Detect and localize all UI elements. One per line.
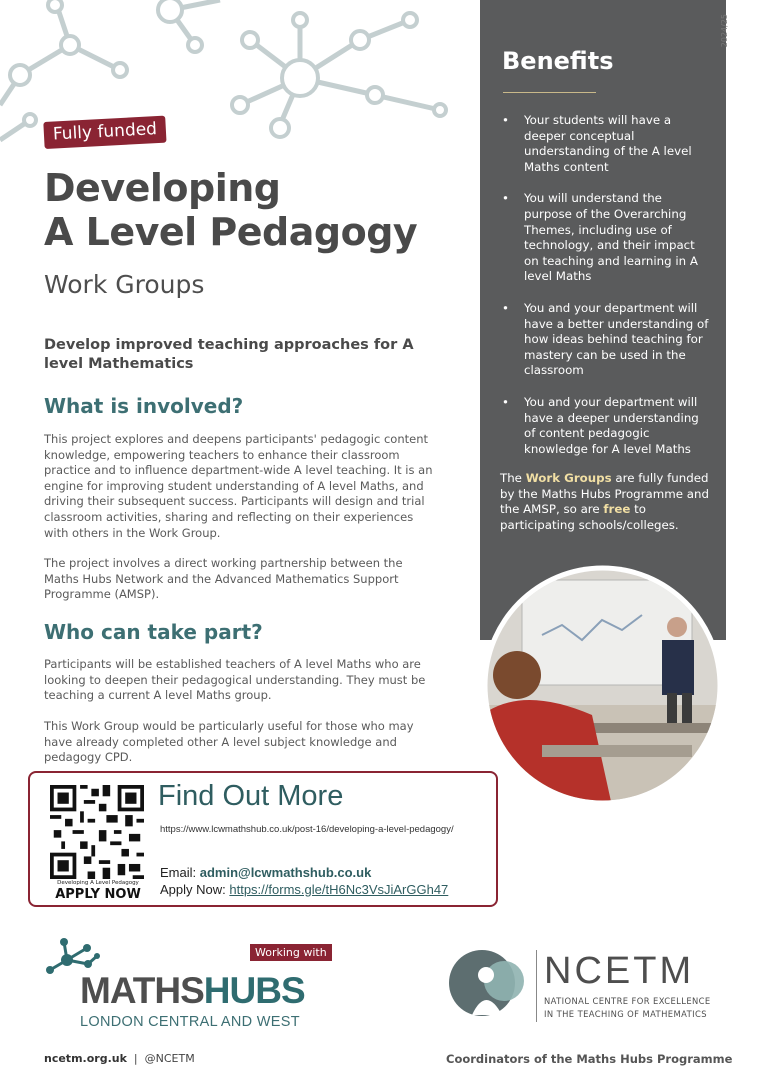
maths-hubs-logo-text: MATHSHUBS	[80, 970, 305, 1011]
ncetm-wordmark: NCETM	[544, 950, 695, 992]
benefit-item: • You and your department will have a better understanding of how ideas behind teaching for mastery can be used in the classroom	[500, 301, 710, 379]
page-subtitle: Work Groups	[44, 270, 205, 299]
involved-paragraph-1: This project explores and deepens participants' pedagogic content knowledge, empowering teachers to enhance their classroom practice and to influence department-wide A level teaching. It is an engine for improving student understanding of A level Maths, and driving their subsequent success. Participants will design and trial classroom activities, sharing and reflecting on their experiences with others in the Work Group.	[44, 432, 433, 540]
site-link[interactable]: ncetm.org.uk	[44, 1052, 127, 1065]
twitter-handle[interactable]: @NCETM	[144, 1052, 195, 1065]
info-url-link[interactable]: https://www.lcwmathshub.co.uk/post-16/developing-a-level-pedagogy/	[160, 824, 454, 835]
benefit-item: • Your students will have a deeper conceptual understanding of the A level Maths content	[500, 113, 710, 175]
ncetm-subtitle: NATIONAL CENTRE FOR EXCELLENCE IN THE TEACHING OF MATHEMATICS	[544, 996, 711, 1019]
apply-link[interactable]: https://forms.gle/tH6Nc3VsJiArGGh47	[229, 882, 449, 897]
who-paragraph-1: Participants will be established teachers of A level Maths who are looking to deepen their pedagogical understanding. They must be teaching a current A level Maths group.	[44, 657, 426, 703]
benefits-title: Benefits	[502, 47, 614, 75]
apply-line: Apply Now: https://forms.gle/tH6Nc3VsJiArGGh47	[160, 882, 449, 897]
email-link[interactable]: admin@lcwmathshub.co.uk	[199, 865, 372, 880]
benefits-list	[500, 113, 710, 473]
benefit-item: • You and your department will have a deeper understanding of content pedagogic knowledge for A level Maths	[500, 395, 710, 457]
year-label: 2024/25	[720, 14, 729, 48]
title-line-2: A Level Pedagogy	[44, 210, 418, 254]
section-heading-who: Who can take part?	[44, 620, 263, 644]
footer-links: ncetm.org.uk | @NCETM	[44, 1052, 195, 1065]
classroom-photo	[482, 565, 723, 806]
qr-caption: Developing A Level Pedagogy	[57, 880, 139, 886]
involved-paragraph-2: The project involves a direct working partnership between the Maths Hubs Network and the Advanced Mathematics Support Programme (AMSP).	[44, 556, 403, 602]
ncetm-divider	[536, 950, 537, 1022]
email-line: Email: admin@lcwmathshub.co.uk	[160, 865, 372, 880]
coordinators-text: Coordinators of the Maths Hubs Programme	[446, 1052, 733, 1066]
who-paragraph-2: This Work Group would be particularly useful for those who may have already completed other A level subject knowledge and pedagogy CPD.	[44, 719, 414, 765]
benefits-footer: The Work Groups are fully funded by the Maths Hubs Programme and the AMSP, so are free to participating schools/colleges.	[500, 471, 709, 532]
working-with-badge: Working with	[250, 944, 332, 961]
section-heading-involved: What is involved?	[44, 394, 244, 418]
title-line-1: Developing	[44, 166, 281, 210]
lead-text: Develop improved teaching approaches for A level Mathematics	[44, 337, 414, 372]
page-title	[44, 166, 417, 254]
benefit-item: • You will understand the purpose of the Overarching Themes, including use of technology, and their impact on teaching and learning in A level Maths	[500, 191, 710, 285]
hub-region: LONDON CENTRAL AND WEST	[80, 1014, 300, 1030]
fully-funded-badge: Fully funded	[43, 116, 166, 149]
find-out-more-heading: Find Out More	[158, 780, 344, 812]
ncetm-logo-icon	[446, 945, 530, 1025]
qr-code-icon[interactable]	[50, 785, 144, 879]
benefits-divider	[503, 92, 596, 93]
qr-apply-label: APPLY NOW	[55, 887, 141, 902]
